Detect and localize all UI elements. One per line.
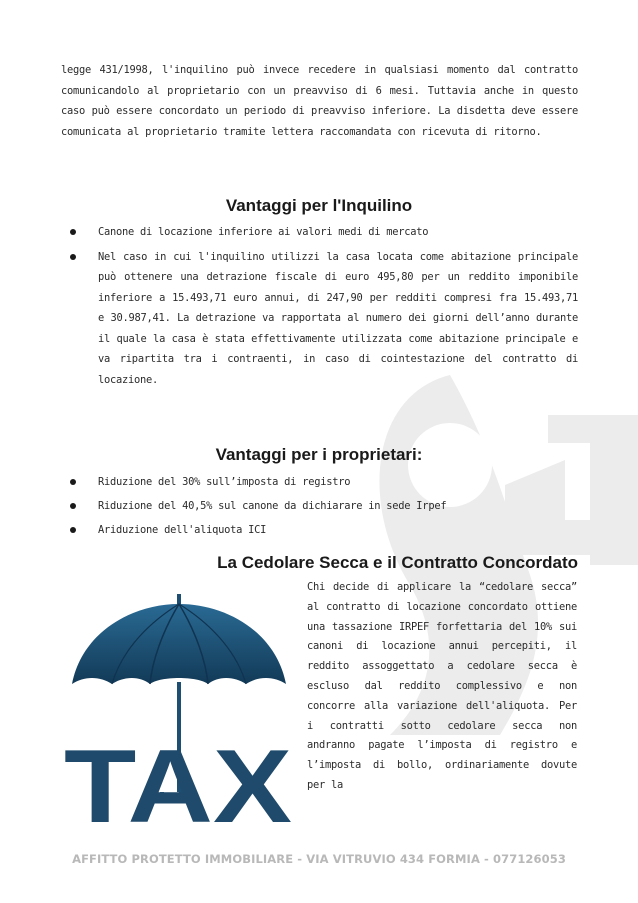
list-item: [61, 222, 578, 243]
cedolare-heading: La Cedolare Secca e il Contratto Concordato: [217, 553, 578, 572]
intro-paragraph: legge 431/1998, l'inquilino può invece recedere in qualsiasi momento dal contratto comunicandolo al proprietario con un preavviso di 6 mesi. Tuttavia anche in questo caso può essere concordato un periodo di preavviso inferiore. La disdetta deve essere comunicata al proprietario tramite lettera raccomandata con ricevuta di ritorno.: [61, 64, 578, 138]
page-footer: AFFITTO PROTETTO IMMOBILIARE - VIA VITRUVIO 434 FORMIA - 077126053: [72, 852, 566, 866]
list-item-text: Riduzione del 40,5% sul canone da dichiarare in sede Irpef: [98, 500, 447, 512]
bullet-icon: [70, 527, 76, 533]
list-item: [61, 518, 578, 542]
tenant-advantages-heading: Vantaggi per l'Inquilino: [225, 196, 413, 215]
bullet-icon: [70, 479, 76, 485]
cedolare-paragraph: Chi decide di applicare la “cedolare secca” al contratto di locazione concordato ottiene una tassazione IRPEF forfettaria del 10% sui canoni di locazione annui percepiti, il reddito assoggettato a cedolare secca è escluso dal reddito complessivo e non concorre alla variazione dell'aliquota. Per i contratti sotto cedolare secca non andranno pagate l’imposta di registro e l’imposta di bollo, ordinariamente dovute per la: [307, 581, 577, 791]
list-item: [61, 494, 578, 518]
list-item: [61, 470, 578, 494]
bullet-icon: [70, 254, 76, 260]
tenant-advantages-list: [61, 222, 578, 390]
list-item-text: Canone di locazione inferiore ai valori medi di mercato: [98, 226, 429, 238]
list-item: [61, 247, 578, 391]
owner-advantages-heading: Vantaggi per i proprietari:: [215, 445, 423, 464]
owner-advantages-list: [61, 470, 578, 542]
list-item-text: Riduzione del 30% sull’imposta di registro: [98, 476, 351, 488]
list-item-text: Ariduzione dell'aliquota ICI: [98, 524, 267, 536]
bullet-icon: [70, 229, 76, 235]
bullet-icon: [70, 503, 76, 509]
list-item-text: Nel caso in cui l'inquilino utilizzi la casa locata come abitazione principale può ottenere una detrazione fiscale di euro 495,80 per un reddito imponibile inferiore a 15.493,71 euro annui, di 247,90 per redditi compresi fra 15.493,71 e 30.987,41. La detrazione va rapportata al numero dei giorni dell’anno durante il quale la casa è stata effettivamente utilizzata come abitazione principale e va ripartita tra i contraenti, in caso di cointestazione del contratto di locazione.: [98, 250, 578, 386]
tax-word: TAX: [64, 729, 292, 832]
tax-umbrella-image: [62, 592, 294, 832]
